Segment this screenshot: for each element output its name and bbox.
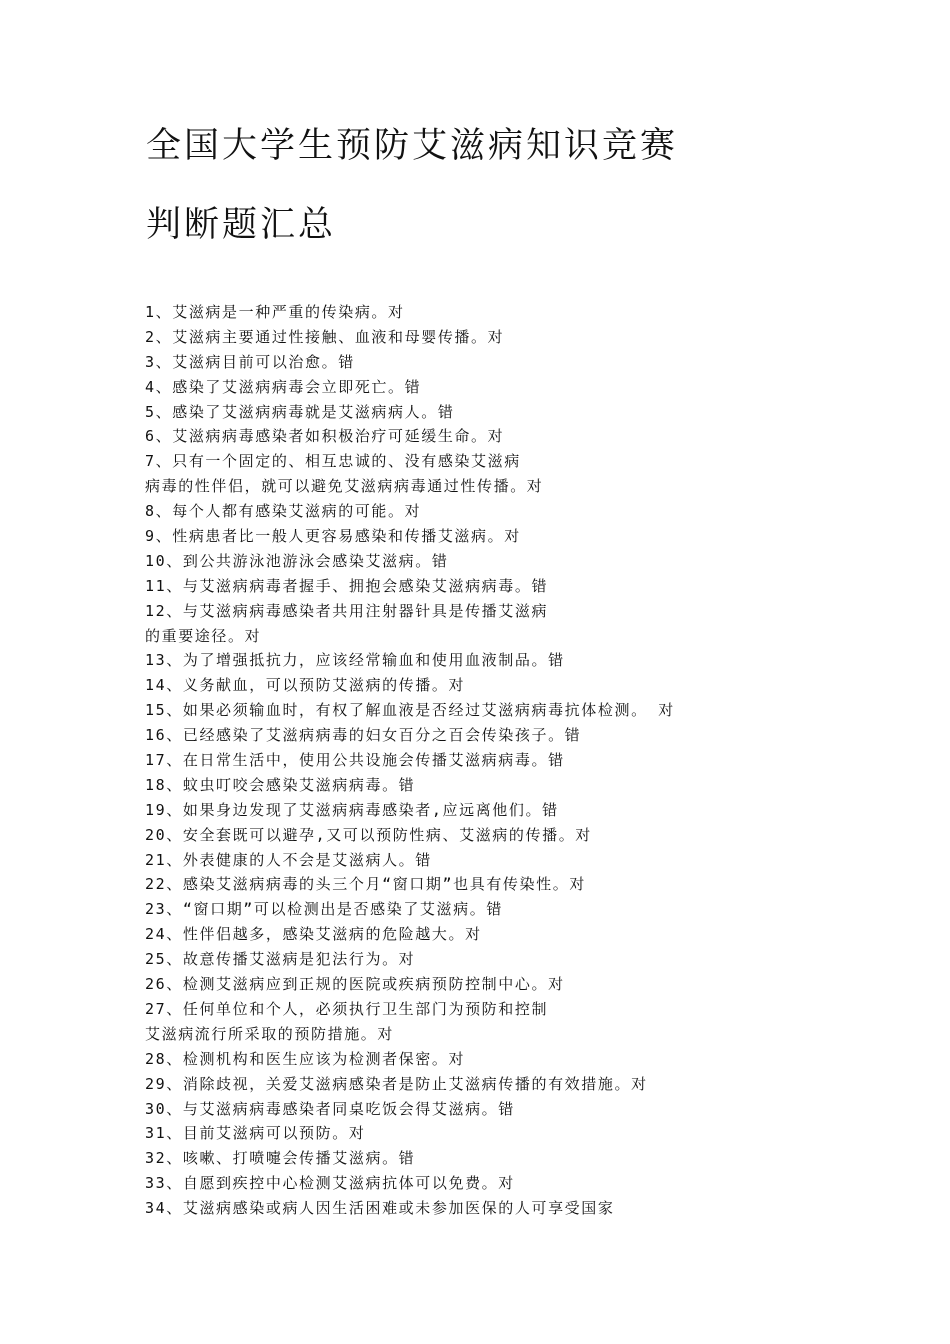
question-line: 艾滋病流行所采取的预防措施。对	[145, 1024, 395, 1043]
question-line: 13、为了增强抵抗力，应该经常输血和使用血液制品。错	[145, 651, 565, 670]
question-line: 29、消除歧视，关爱艾滋病感染者是防止艾滋病传播的有效措施。对	[145, 1074, 648, 1093]
question-line: 14、义务献血，可以预防艾滋病的传播。对	[145, 676, 466, 695]
question-line: 3、艾滋病目前可以治愈。错	[145, 352, 355, 371]
question-line: 12、与艾滋病病毒感染者共用注射器针具是传播艾滋病	[145, 601, 549, 620]
question-list	[145, 300, 845, 1221]
question-line: 病毒的性伴侣，就可以避免艾滋病病毒通过性传播。对	[145, 477, 544, 496]
question-line: 22、感染艾滋病病毒的头三个月“窗口期”也具有传染性。对	[145, 875, 586, 894]
question-line: 19、如果身边发现了艾滋病病毒感染者,应远离他们。错	[145, 800, 559, 819]
question-line: 7、只有一个固定的、相互忠诚的、没有感染艾滋病	[145, 452, 521, 471]
question-line: 11、与艾滋病病毒者握手、拥抱会感染艾滋病病毒。错	[145, 576, 549, 595]
document-subtitle: 判断题汇总	[146, 205, 337, 245]
question-line: 28、检测机构和医生应该为检测者保密。对	[145, 1049, 466, 1068]
question-line: 的重要途径。对	[145, 626, 262, 645]
question-line: 8、每个人都有感染艾滋病的可能。对	[145, 502, 422, 521]
question-line: 33、自愿到疾控中心检测艾滋病抗体可以免费。对	[145, 1174, 515, 1193]
question-line: 5、感染了艾滋病病毒就是艾滋病病人。错	[145, 402, 455, 421]
question-line: 23、“窗口期”可以检测出是否感染了艾滋病。错	[145, 900, 503, 919]
question-line: 15、如果必须输血时，有权了解血液是否经过艾滋病病毒抗体检测。 对	[145, 701, 675, 720]
question-line: 24、性伴侣越多，感染艾滋病的危险越大。对	[145, 925, 482, 944]
question-line: 30、与艾滋病病毒感染者同桌吃饭会得艾滋病。错	[145, 1099, 515, 1118]
document-title: 全国大学生预防艾滋病知识竞赛	[146, 126, 679, 166]
question-line: 2、艾滋病主要通过性接触、血液和母婴传播。对	[145, 327, 505, 346]
question-line: 27、任何单位和个人，必须执行卫生部门为预防和控制	[145, 999, 549, 1018]
question-line: 9、性病患者比一般人更容易感染和传播艾滋病。对	[145, 527, 521, 546]
question-line: 1、艾滋病是一种严重的传染病。对	[145, 303, 405, 321]
question-line: 16、已经感染了艾滋病病毒的妇女百分之百会传染孩子。错	[145, 726, 582, 745]
question-line: 20、安全套既可以避孕,又可以预防性病、艾滋病的传播。对	[145, 825, 592, 844]
question-line: 17、在日常生活中，使用公共设施会传播艾滋病病毒。错	[145, 751, 565, 770]
question-line: 10、到公共游泳池游泳会感染艾滋病。错	[145, 551, 449, 570]
question-line: 18、蚊虫叮咬会感染艾滋病病毒。错	[145, 775, 416, 794]
question-line: 26、检测艾滋病应到正规的医院或疾病预防控制中心。对	[145, 975, 565, 994]
question-line: 6、艾滋病病毒感染者如积极治疗可延缓生命。对	[145, 427, 505, 446]
question-line: 31、目前艾滋病可以预防。对	[145, 1124, 366, 1143]
question-line: 4、感染了艾滋病病毒会立即死亡。错	[145, 377, 422, 396]
question-line: 21、外表健康的人不会是艾滋病人。错	[145, 850, 432, 869]
question-line: 25、故意传播艾滋病是犯法行为。对	[145, 950, 416, 969]
question-line: 32、咳嗽、打喷嚏会传播艾滋病。错	[145, 1149, 416, 1168]
question-line: 34、艾滋病感染或病人因生活困难或未参加医保的人可享受国家	[145, 1199, 615, 1218]
